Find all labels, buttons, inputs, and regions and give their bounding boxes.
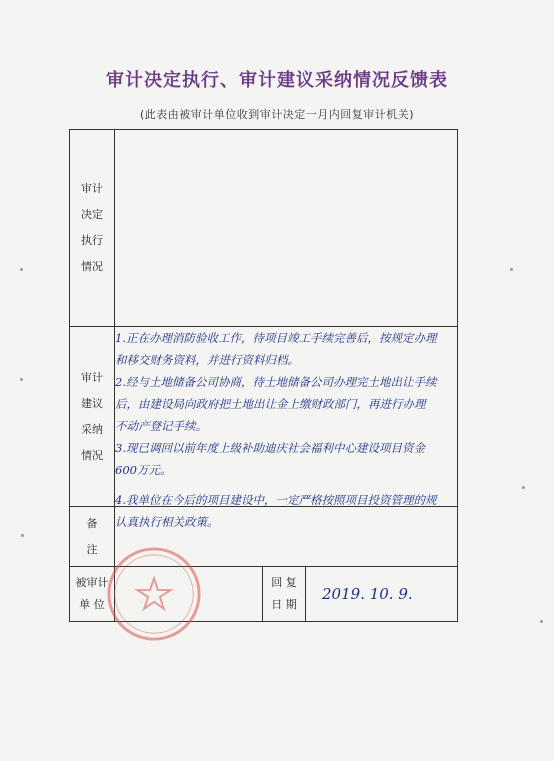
scan-speck [510, 268, 513, 271]
suggestion-label: 审计 建议 采纳 情况 [70, 327, 115, 507]
handwritten-line: 不动产登记手续。 [115, 419, 207, 433]
suggestion-content [115, 327, 458, 507]
remarks-row [70, 507, 458, 567]
scan-speck [540, 620, 543, 623]
handwritten-line: 后，由建设局向政府把土地出让金上缴财政部门，再进行办理 [115, 397, 426, 411]
footer-row [70, 567, 458, 622]
remarks-label: 备 注 [70, 507, 115, 567]
scan-speck [21, 534, 24, 537]
handwritten-line: 3.现已调回以前年度上级补助迪庆社会福利中心建设项目资金 [115, 441, 425, 455]
document-title: 审计决定执行、审计建议采纳情况反馈表 [106, 70, 448, 91]
handwritten-line: 认真执行相关政策。 [115, 515, 219, 529]
decision-label: 审计 决定 执行 情况 [70, 130, 115, 327]
reply-date-label: 回 复 日 期 [263, 567, 306, 622]
decision-row [70, 130, 458, 327]
scan-speck [20, 268, 23, 271]
scan-speck [20, 378, 23, 381]
audited-unit-label: 被审计 单 位 [70, 567, 115, 622]
decision-content [115, 130, 458, 327]
handwritten-line: 2.经与土地储备公司协商，待土地储备公司办理完土地出让手续 [115, 375, 437, 389]
handwritten-line: 4.我单位在今后的项目建设中，一定严格按照项目投资管理的规 [115, 493, 437, 507]
audited-unit-value [115, 567, 263, 622]
suggestion-row [70, 327, 458, 507]
remarks-content [115, 493, 458, 567]
document-subtitle: (此表由被审计单位收到审计决定一月内回复审计机关) [139, 108, 415, 121]
handwritten-line: 1.正在办理消防验收工作，待项目竣工手续完善后，按规定办理 [115, 331, 437, 345]
handwritten-line: 和移交财务资料，并进行资料归档。 [115, 353, 299, 367]
feedback-form-table [69, 129, 458, 622]
reply-date-value: 2019. 10. 9. [306, 567, 458, 622]
handwritten-line: 600万元。 [115, 463, 172, 477]
scan-speck [522, 486, 525, 489]
